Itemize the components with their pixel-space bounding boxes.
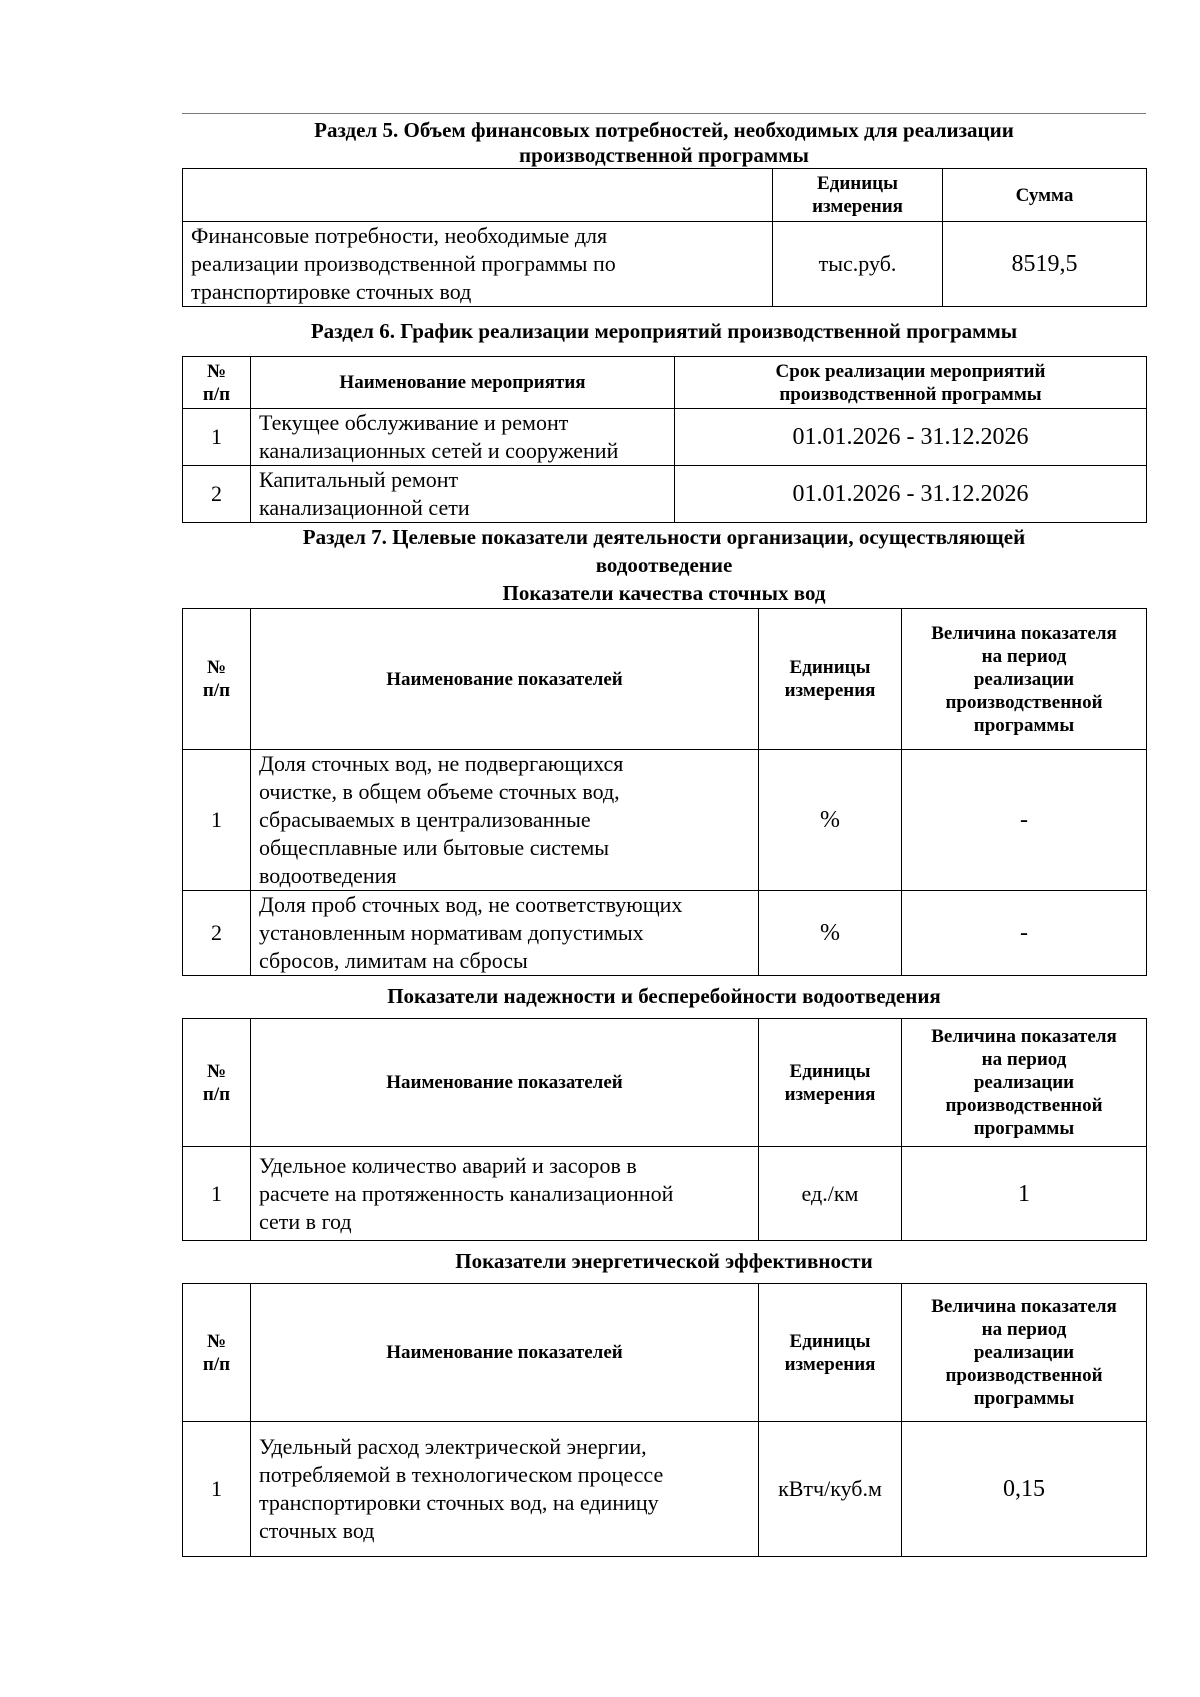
value-header-line3: реализации (973, 1072, 1075, 1093)
value-header-line2: на период (981, 1049, 1067, 1070)
row-unit: кВтч/куб.м (759, 1422, 902, 1557)
section-5-table (182, 168, 1147, 307)
row-name-line1: Доля проб сточных вод, не соответствующих (259, 892, 683, 917)
row-name-line5: водоотведения (259, 863, 397, 888)
row-num: 2 (183, 466, 251, 523)
row-value: 1 (902, 1147, 1147, 1241)
value-header-line2: на период (981, 645, 1067, 667)
row-name-line2: реализации производственной программы по (191, 251, 616, 276)
reliability-subtitle: Показатели надежности и бесперебойности водоотведения (387, 984, 941, 1008)
table-row (183, 222, 1147, 307)
energy-table (182, 1283, 1147, 1557)
unit-header-line2: измерения (784, 1083, 876, 1105)
row-name-line1: Доля сточных вод, не подвергающихся (259, 751, 624, 776)
value-header-line4: производственной (945, 691, 1103, 713)
unit-header (759, 1019, 902, 1147)
row-unit: % (759, 891, 902, 976)
section-5-title-line1: Раздел 5. Объем финансовых потребностей, необходимых для реализации (314, 118, 1014, 142)
row-name-line3: транспортировке сточных вод (191, 279, 472, 304)
table-row (183, 1147, 1147, 1241)
row-name (183, 222, 773, 307)
value-header-line5: программы (973, 1118, 1075, 1139)
row-name-line2: установленным нормативам допустимых (259, 920, 644, 945)
table-header-row (183, 609, 1147, 750)
row-num: 1 (183, 1147, 251, 1241)
unit-header-line1: Единицы (817, 173, 898, 194)
row-name (251, 891, 759, 976)
term-header (675, 357, 1147, 409)
document-page (182, 114, 1146, 1557)
table-header-row (183, 357, 1147, 409)
unit-header-line1: Единицы (789, 1060, 871, 1082)
reliability-table (182, 1018, 1147, 1241)
sum-header: Сумма (943, 169, 1147, 222)
value-header-line1: Величина показателя (931, 622, 1117, 644)
section-6-table (182, 356, 1147, 523)
unit-header (759, 609, 902, 750)
unit-header (773, 169, 943, 222)
table-header-row (183, 169, 1147, 222)
row-name (251, 1422, 759, 1557)
term-header-line2: производственной программы (779, 383, 1042, 405)
row-name-line3: транспортировки сточных вод, на единицу (259, 1490, 659, 1515)
row-num: 2 (183, 891, 251, 976)
unit-header-line1: Единицы (789, 657, 871, 678)
num-header-line1: № (206, 360, 227, 382)
row-term: 01.01.2026 - 31.12.2026 (675, 409, 1147, 466)
num-header (183, 357, 251, 409)
table-header-row (183, 1284, 1147, 1422)
table-row (183, 466, 1147, 523)
table-header-row (183, 1019, 1147, 1147)
row-name-line1: Капитальный ремонт (259, 467, 459, 492)
row-value: - (902, 891, 1147, 976)
row-num: 1 (183, 409, 251, 466)
name-header: Наименование показателей (251, 609, 759, 750)
section-5-title (182, 118, 1146, 168)
table-row (183, 750, 1147, 891)
row-value: 0,15 (902, 1422, 1147, 1557)
row-name-line4: сточных вод (259, 1518, 375, 1543)
quality-subtitle: Показатели качества сточных вод (502, 581, 826, 605)
section-7-title (182, 523, 1146, 580)
row-value: - (902, 750, 1147, 891)
num-header-line2: п/п (202, 680, 231, 701)
unit-header-line1: Единицы (789, 1330, 871, 1352)
num-header (183, 1019, 251, 1147)
value-header-line2: на период (981, 1319, 1067, 1340)
unit-header-line2: измерения (784, 680, 876, 701)
row-unit: тыс.руб. (773, 222, 943, 307)
num-header-line2: п/п (202, 1083, 231, 1105)
term-header-line1: Срок реализации мероприятий (775, 360, 1046, 382)
value-header-line3: реализации (973, 668, 1075, 690)
table-row (183, 891, 1147, 976)
row-name-line3: сбрасываемых в централизованные (259, 807, 591, 832)
section-5-title-line2: производственной программы (519, 143, 809, 167)
value-header (902, 1019, 1147, 1147)
row-name-line1: Финансовые потребности, необходимые для (191, 223, 608, 248)
row-name-line1: Удельное количество аварий и засоров в (259, 1152, 637, 1178)
num-header (183, 1284, 251, 1422)
row-term: 01.01.2026 - 31.12.2026 (675, 466, 1147, 523)
row-name-line2: расчете на протяженность канализационной (259, 1180, 674, 1206)
row-num: 1 (183, 750, 251, 891)
row-name (251, 1147, 759, 1241)
num-header-line2: п/п (202, 383, 231, 405)
row-name (251, 750, 759, 891)
section-7-title-line1: Раздел 7. Целевые показатели деятельности организации, осуществляющей (302, 525, 1026, 549)
row-unit: % (759, 750, 902, 891)
value-header-line5: программы (973, 1388, 1075, 1409)
unit-header-line2: измерения (812, 196, 903, 217)
unit-header (759, 1284, 902, 1422)
num-header-line2: п/п (202, 1353, 231, 1375)
value-header-line3: реализации (973, 1342, 1075, 1363)
row-name-line3: сбросов, лимитам на сбросы (259, 948, 528, 973)
row-name-line3: сети в год (259, 1208, 352, 1234)
unit-header-line2: измерения (784, 1353, 876, 1375)
value-header-line1: Величина показателя (931, 1026, 1117, 1047)
name-header: Наименование показателей (251, 1019, 759, 1147)
row-name-line2: очистке, в общем объеме сточных вод, (259, 779, 620, 804)
row-sum: 8519,5 (943, 222, 1147, 307)
name-header: Наименование мероприятия (251, 357, 675, 409)
value-header-line4: производственной (945, 1095, 1103, 1116)
value-header-line4: производственной (945, 1365, 1103, 1386)
row-name (251, 466, 675, 523)
value-header (902, 609, 1147, 750)
empty-header-cell (183, 169, 773, 222)
row-name-line2: канализационных сетей и сооружений (259, 438, 619, 463)
row-num: 1 (183, 1422, 251, 1557)
row-unit: ед./км (759, 1147, 902, 1241)
table-row (183, 1422, 1147, 1557)
section-7-title-line2: водоотведение (595, 553, 733, 577)
quality-table (182, 608, 1147, 976)
value-header-line5: программы (973, 714, 1075, 736)
num-header-line1: № (206, 1330, 227, 1352)
energy-subtitle: Показатели энергетической эффективности (455, 1249, 873, 1273)
row-name-line1: Текущее обслуживание и ремонт (259, 410, 569, 435)
num-header-line1: № (206, 1060, 227, 1082)
row-name-line4: общесплавные или бытовые системы (259, 835, 610, 860)
section-6-title: Раздел 6. График реализации мероприятий производственной программы (310, 319, 1018, 343)
value-header-line1: Величина показателя (931, 1296, 1117, 1317)
row-name (251, 409, 675, 466)
name-header: Наименование показателей (251, 1284, 759, 1422)
row-name-line2: канализационной сети (259, 495, 470, 520)
num-header-line1: № (206, 657, 227, 678)
num-header (183, 609, 251, 750)
value-header (902, 1284, 1147, 1422)
row-name-line2: потребляемой в технологическом процессе (259, 1462, 664, 1487)
table-row (183, 409, 1147, 466)
row-name-line1: Удельный расход электрической энергии, (259, 1434, 647, 1459)
